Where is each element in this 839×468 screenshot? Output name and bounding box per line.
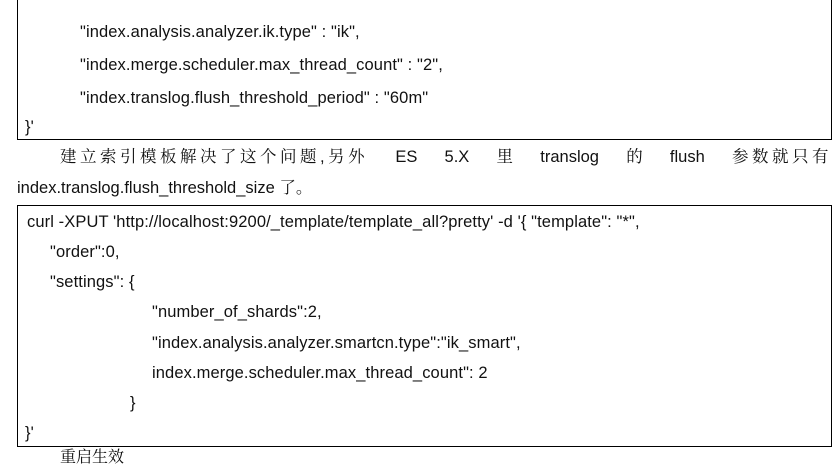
paragraph-text: 里 — [496, 148, 514, 166]
code-line: }' — [25, 118, 34, 136]
code-line: "index.analysis.analyzer.ik.type" : "ik", — [80, 23, 360, 41]
code-line: "order":0, — [50, 243, 120, 261]
code-line: "number_of_shards":2, — [152, 303, 322, 321]
paragraph-text: 5.X — [444, 148, 470, 166]
paragraph-text: translog — [540, 148, 599, 166]
paragraph-text: flush — [669, 148, 705, 166]
code-line: } — [130, 394, 136, 412]
code-block-template-curl — [17, 205, 832, 447]
trailing-text-cut-off: 重启生效 — [60, 449, 125, 466]
paragraph-text: 参数就只有 — [731, 148, 832, 166]
code-line: "index.analysis.analyzer.smartcn.type":"ik_smart", — [152, 334, 521, 352]
paragraph-text: ES — [395, 148, 418, 166]
body-paragraph-line-1 — [60, 146, 832, 168]
code-line: curl -XPUT 'http://localhost:9200/_template/template_all?pretty' -d '{ "template": "*", — [27, 213, 640, 231]
body-paragraph-line-2: index.translog.flush_threshold_size 了。 — [17, 179, 313, 197]
paragraph-text: 建立索引模板解决了这个问题,另外 — [60, 148, 369, 166]
code-line: "settings": { — [50, 273, 135, 291]
paragraph-text: 的 — [626, 148, 643, 166]
code-line: "index.translog.flush_threshold_period" : "60m" — [80, 89, 429, 107]
code-line: }' — [25, 424, 34, 442]
code-line: "index.merge.scheduler.max_thread_count" : "2", — [80, 56, 443, 74]
code-line: index.merge.scheduler.max_thread_count": 2 — [152, 364, 488, 382]
